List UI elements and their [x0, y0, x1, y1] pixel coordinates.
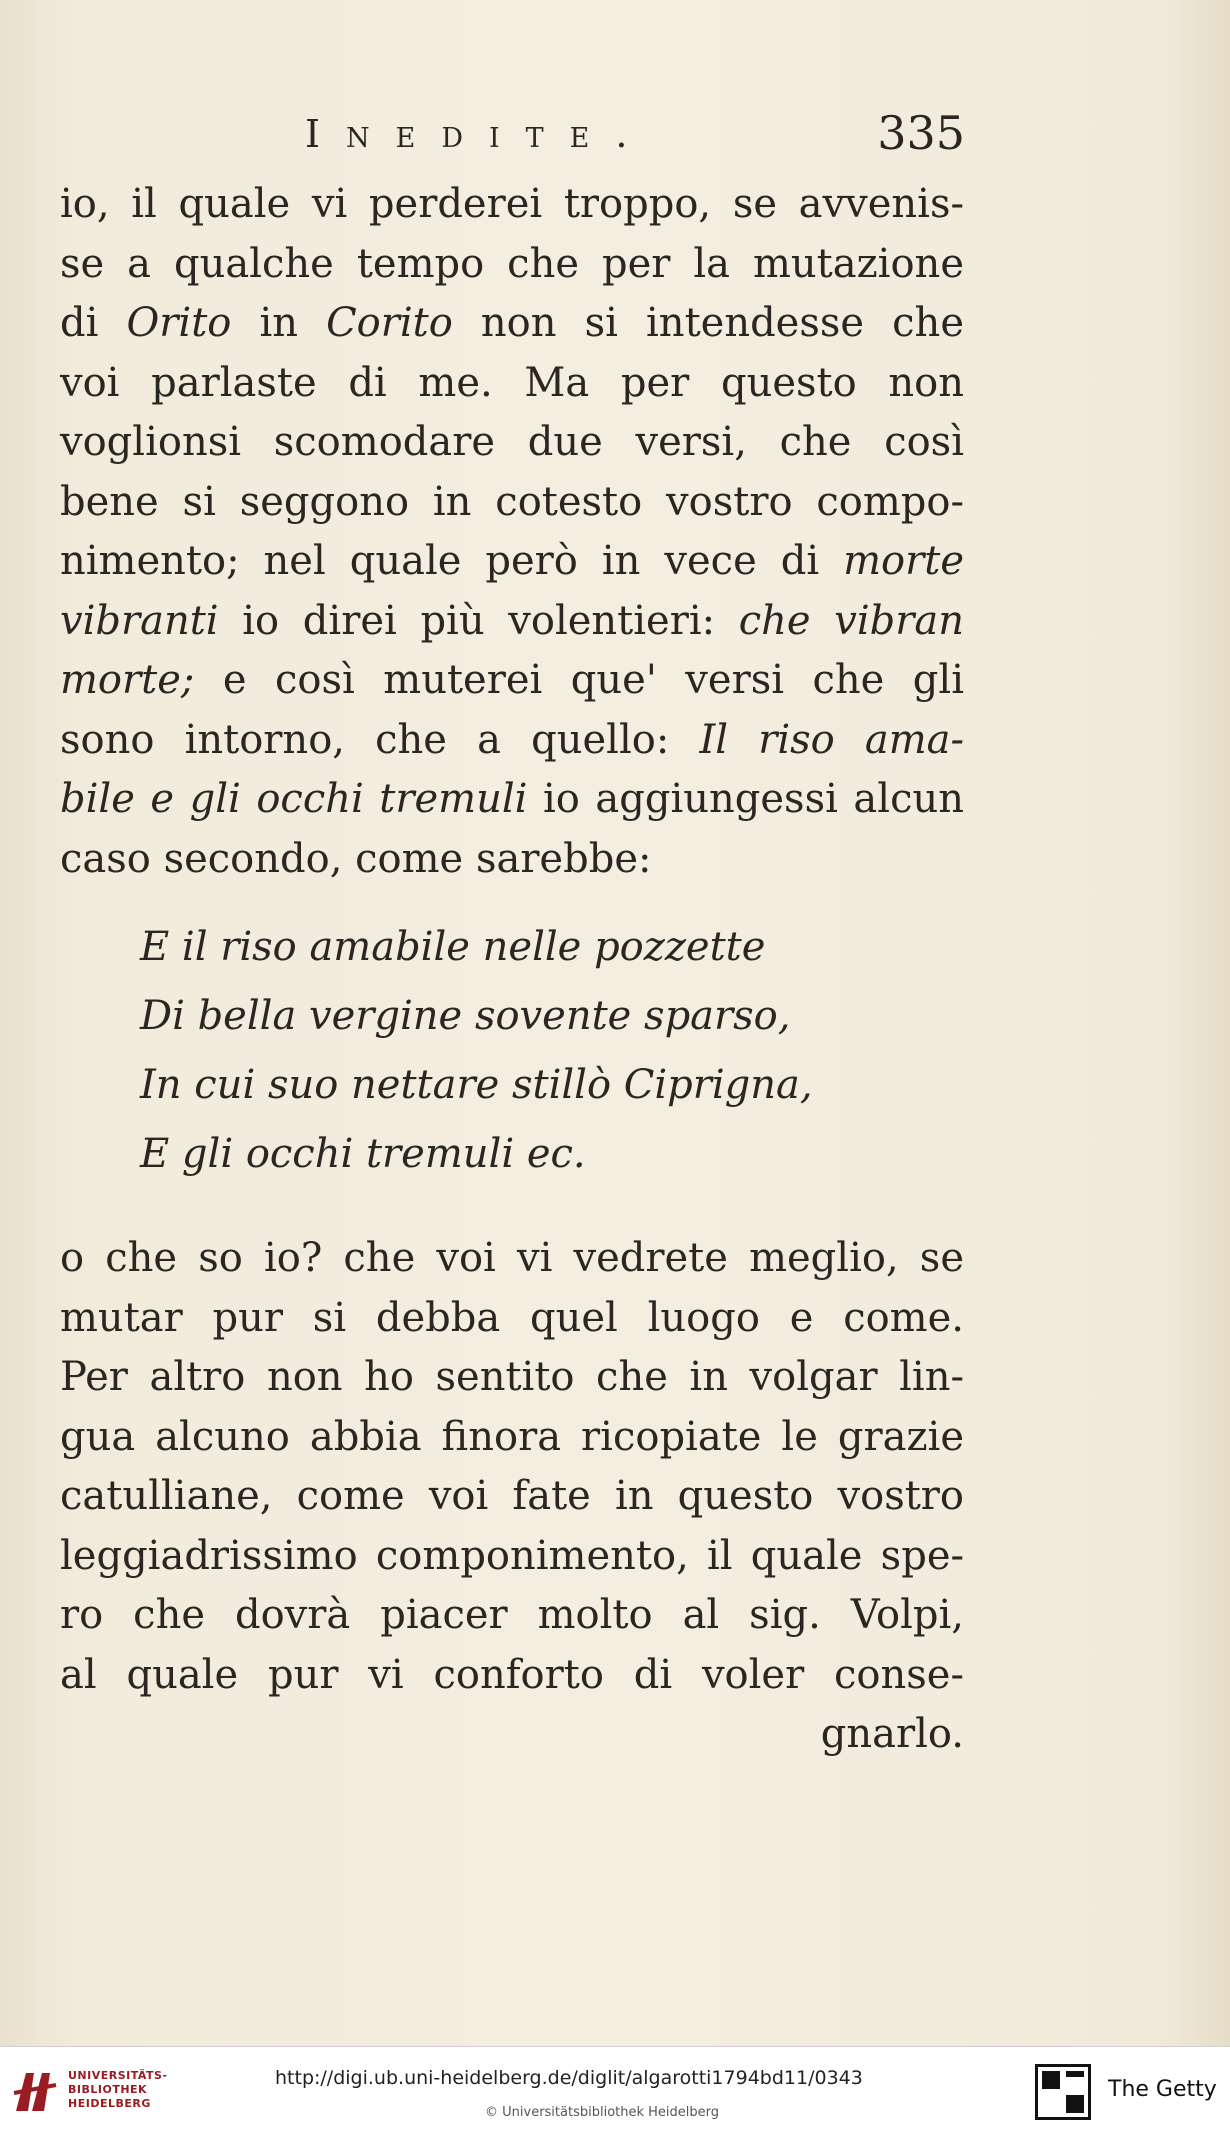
- verse-line: In cui suo nettare stillò Ciprigna,: [140, 1062, 813, 1108]
- viewer-footer: [0, 2046, 1230, 2136]
- text-line: [60, 532, 964, 592]
- verse-line: E gli occhi tremuli ec.: [140, 1131, 586, 1177]
- library-name: UNIVERSITÄTS- BIBLIOTHEK HEIDELBERG: [68, 2069, 168, 2110]
- italic-text: bile e gli occhi tremuli: [60, 776, 528, 822]
- text-line: Per altro non ho sentito che in volgar lin-: [60, 1354, 964, 1400]
- verse-quotation: [140, 913, 964, 1189]
- text-line: al quale pur vi conforto di voler conse-: [60, 1651, 964, 1698]
- body-text: [60, 175, 964, 1765]
- text-run: di: [60, 300, 127, 346]
- italic-text: Orito: [126, 300, 232, 346]
- text-line: gnarlo.: [820, 1711, 964, 1757]
- text-run: nimento; nel quale però in vece di: [60, 538, 844, 584]
- text-line: [60, 592, 964, 652]
- text-run: voi parlaste di me. Ma per questo non: [60, 359, 964, 406]
- paragraph-2: [60, 1229, 964, 1765]
- paragraph-1: [60, 175, 964, 889]
- italic-text: vibranti: [60, 597, 219, 644]
- text-line: catulliane, come voi fate in questo vostro: [60, 1473, 964, 1519]
- text-line: ro che dovrà piacer molto al sig. Volpi,: [60, 1592, 964, 1638]
- page-number: 335: [877, 106, 965, 160]
- getty-name: The Getty: [1108, 2077, 1217, 2102]
- text-run: e così muterei que' versi che gli: [194, 657, 964, 703]
- text-line: [60, 473, 964, 533]
- text-run: voglionsi scomodare due versi, che così: [60, 419, 964, 465]
- text-run: se a qualche tempo che per la mutazione: [60, 240, 964, 287]
- university-library-logo-icon: [12, 2067, 58, 2115]
- verse-line: E il riso amabile nelle pozzette: [140, 924, 766, 970]
- running-title: Inedite.: [305, 112, 654, 156]
- verse-line: Di bella vergine sovente sparso,: [140, 993, 791, 1039]
- text-run: non si intendesse che: [452, 300, 964, 346]
- text-line: [60, 235, 964, 295]
- text-line: [60, 830, 964, 890]
- text-line: [60, 175, 964, 235]
- text-line: [60, 413, 964, 473]
- text-line: o che so io? che voi vi vedrete meglio, se: [60, 1235, 964, 1281]
- italic-text: che vibran: [738, 597, 964, 644]
- text-line: leggiadrissimo componimento, il quale spe-: [60, 1532, 964, 1579]
- text-run: sono intorno, che a quello:: [60, 716, 700, 763]
- text-line: [60, 770, 964, 830]
- text-line: [60, 711, 964, 771]
- copyright-notice: © Universitätsbibliothek Heidelberg: [485, 2105, 720, 2120]
- text-run: bene si seggono in cotesto vostro compo-: [60, 478, 964, 525]
- text-run: io aggiungessi alcun: [527, 776, 964, 822]
- text-run: caso secondo, come sarebbe:: [60, 835, 652, 882]
- text-run: io direi più volentieri:: [218, 597, 739, 644]
- italic-text: morte;: [60, 657, 195, 703]
- text-line: [60, 294, 964, 354]
- getty-logo-icon: [1035, 2064, 1091, 2120]
- text-line: gua alcuno abbia finora ricopiate le grazie: [60, 1413, 964, 1460]
- text-run: io, il quale vi perderei troppo, se avvenis-: [60, 181, 964, 227]
- text-line: [60, 651, 964, 711]
- italic-text: Il riso ama-: [699, 716, 965, 763]
- permalink-url[interactable]: http://digi.ub.uni-heidelberg.de/diglit/algarotti1794bd11/0343: [275, 2067, 863, 2089]
- text-line: [60, 354, 964, 414]
- italic-text: morte: [843, 538, 964, 584]
- text-line: mutar pur si debba quel luogo e come.: [60, 1294, 964, 1341]
- italic-text: Corito: [326, 300, 453, 346]
- text-run: in: [231, 300, 327, 346]
- page-header: [0, 106, 1230, 172]
